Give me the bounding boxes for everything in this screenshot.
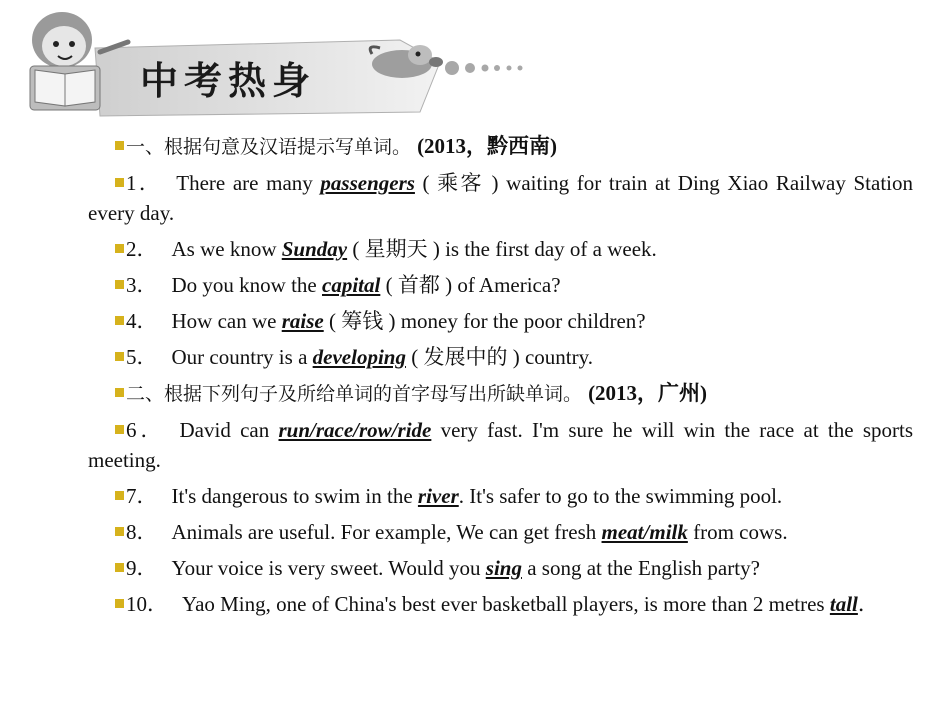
bullet-icon bbox=[115, 178, 124, 187]
exercise-item-7: 7． It's dangerous to swim in the river. It's safer to go to the swimming pool. bbox=[88, 481, 913, 511]
exercise-item-10: 10． Yao Ming, one of China's best ever basketball players, is more than 2 metres tall． bbox=[88, 589, 913, 619]
answer-text: tall bbox=[829, 592, 858, 616]
exercise-content bbox=[88, 131, 913, 625]
bullet-icon bbox=[115, 280, 124, 289]
dots-decoration bbox=[445, 61, 523, 75]
answer-text: passengers bbox=[320, 171, 415, 195]
banner-title: 中考热身 bbox=[140, 59, 317, 103]
exercise-item-8: 8． Animals are useful. For example, We can get fresh meat/milk from cows. bbox=[88, 517, 913, 547]
section-source: (2013，黔西南) bbox=[417, 134, 558, 158]
exercise-item-3: 3． Do you know the capital ( 首都 ) of America? bbox=[88, 270, 913, 300]
bullet-icon bbox=[115, 244, 124, 253]
answer-text: river bbox=[417, 484, 459, 508]
bullet-icon bbox=[115, 141, 124, 150]
exercise-item-9: 9． Your voice is very sweet. Would you sing a song at the English party? bbox=[88, 553, 913, 583]
answer-text: raise bbox=[281, 309, 324, 333]
answer-text: meat/milk bbox=[601, 520, 688, 544]
section-heading-1: 一、根据句意及汉语提示写单词。 (2013，黔西南) bbox=[88, 131, 913, 162]
exercise-item-5: 5． Our country is a developing ( 发展中的 ) country. bbox=[88, 342, 913, 372]
exercise-item-4: 4． How can we raise ( 筹钱 ) money for the poor children? bbox=[88, 306, 913, 336]
answer-text: capital bbox=[322, 273, 381, 297]
bullet-icon bbox=[115, 563, 124, 572]
answer-text: Sunday bbox=[281, 237, 348, 261]
exercise-item-2: 2． As we know Sunday ( 星期天 ) is the first day of a week. bbox=[88, 234, 913, 264]
answer-text: developing bbox=[312, 345, 406, 369]
section-heading-2: 二、根据下列句子及所给单词的首字母写出所缺单词。 (2013，广州) bbox=[88, 378, 913, 409]
answer-text: sing bbox=[485, 556, 522, 580]
bullet-icon bbox=[115, 599, 124, 608]
bullet-icon bbox=[115, 491, 124, 500]
section-source: (2013，广州) bbox=[588, 381, 708, 405]
bullet-icon bbox=[115, 316, 124, 325]
exercise-item-6: 6． David can run/race/row/ride very fast. I'm sure he will win the race at the sports meeting. bbox=[88, 418, 913, 472]
bullet-icon bbox=[115, 352, 124, 361]
exercise-item-1: 1． There are many passengers ( 乘客 ) waiting for train at Ding Xiao Railway Station every day. bbox=[88, 171, 913, 225]
section-banner bbox=[0, 0, 540, 128]
answer-text: run/race/row/ride bbox=[278, 418, 432, 442]
bullet-icon bbox=[115, 425, 124, 434]
bullet-icon bbox=[115, 527, 124, 536]
bullet-icon bbox=[115, 388, 124, 397]
